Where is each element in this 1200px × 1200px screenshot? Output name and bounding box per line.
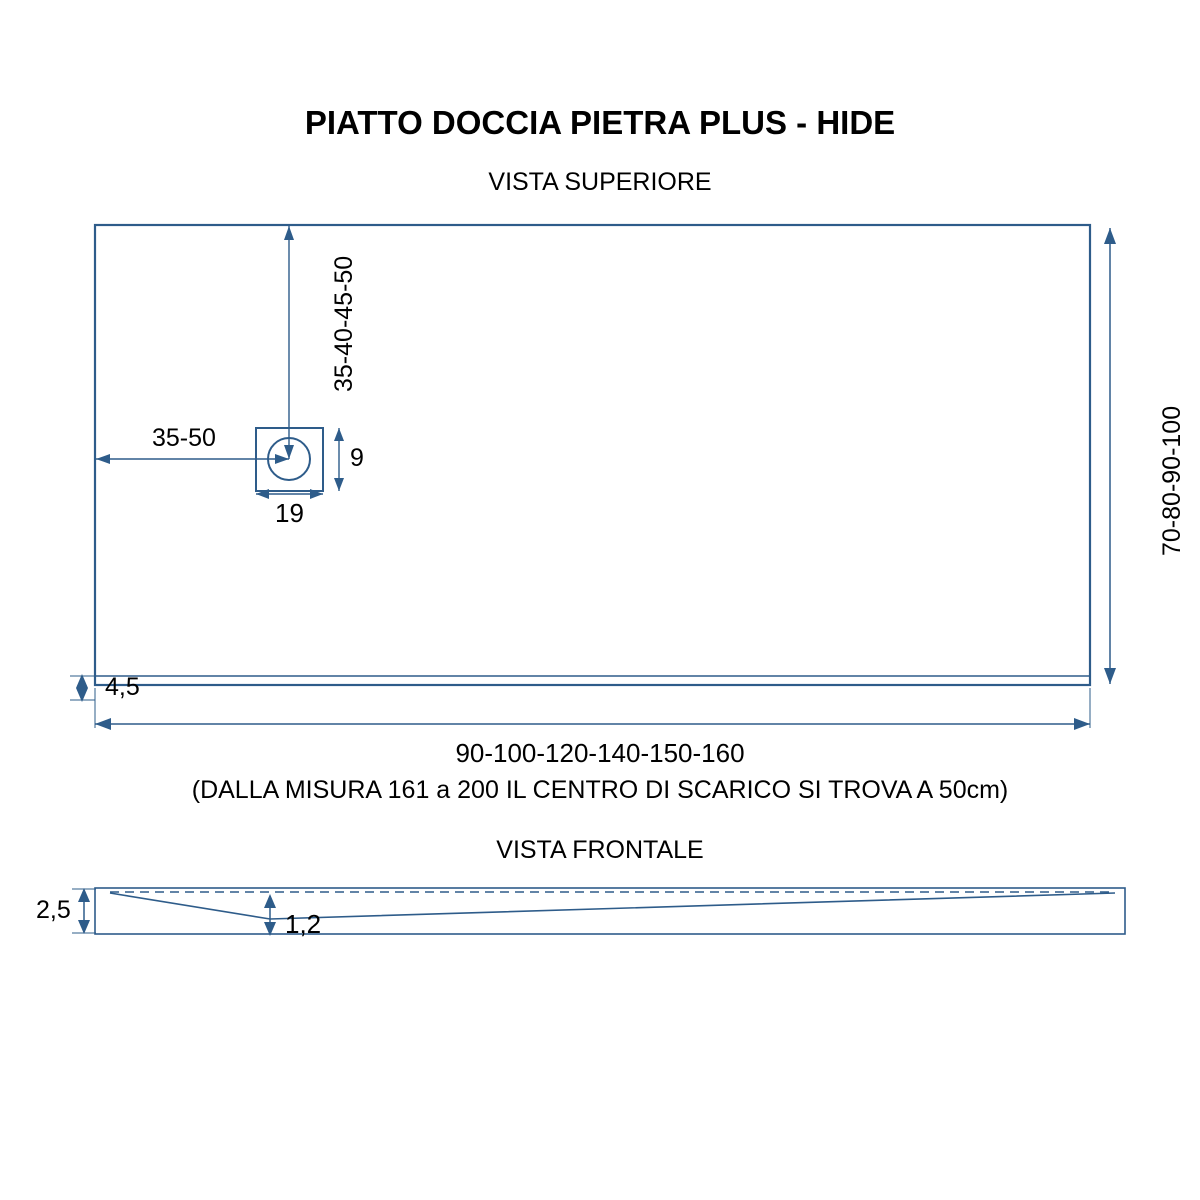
drain-box-height-label: 9 bbox=[350, 444, 364, 472]
width-arrow-left bbox=[95, 718, 111, 730]
top-view-tray-outline bbox=[95, 225, 1090, 685]
front-strip-label: 4,5 bbox=[105, 673, 140, 701]
measure-note: (DALLA MISURA 161 a 200 IL CENTRO DI SCARICO SI TROVA A 50cm) bbox=[191, 776, 1009, 804]
width-arrow-right bbox=[1074, 718, 1090, 730]
front-height-label: 2,5 bbox=[36, 896, 71, 924]
page-title: PIATTO DOCCIA PIETRA PLUS - HIDE bbox=[304, 104, 896, 141]
front-height-arrow-top bbox=[78, 888, 90, 902]
front-height-arrow-bottom bbox=[78, 920, 90, 934]
front-view-outline bbox=[95, 888, 1125, 934]
drain-box-width-label: 19 bbox=[275, 498, 304, 528]
depth-arrow-top bbox=[1104, 228, 1116, 244]
depth-label: 70-80-90-100 bbox=[1158, 405, 1186, 556]
drain-top-offset-label: 35-40-45-50 bbox=[330, 255, 358, 392]
depth-arrow-bottom bbox=[1104, 668, 1116, 684]
drain-left-offset-label: 35-50 bbox=[152, 424, 216, 452]
front-drain-depth-label: 1,2 bbox=[285, 909, 322, 939]
front-view-label: VISTA FRONTALE bbox=[496, 836, 704, 864]
width-label: 90-100-120-140-150-160 bbox=[455, 738, 745, 768]
top-view-label: VISTA SUPERIORE bbox=[488, 168, 712, 196]
